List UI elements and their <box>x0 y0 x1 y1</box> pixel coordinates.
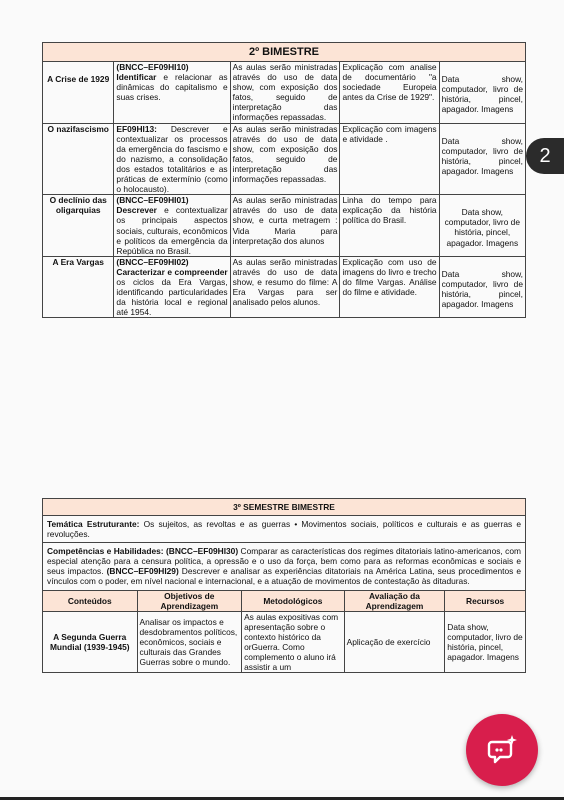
row-content: O declínio das oligarquias <box>43 195 114 257</box>
tematica-estruturante <box>43 516 526 543</box>
competencias-code-2: (BNCC–EF09HI29) <box>103 566 179 577</box>
row-resources: Data show, computador, livro de história, pincel, apagador. Imagens <box>439 123 525 195</box>
tematica-label: Temática Estruturante: <box>47 519 140 529</box>
row-content: O nazifascismo <box>43 123 114 195</box>
skill-code: (BNCC–EF09HI10) <box>116 62 189 72</box>
header-avaliacao: Avaliação da Aprendizagem <box>344 590 445 611</box>
table-row <box>43 611 526 673</box>
table-row <box>43 123 526 195</box>
header-metodologicos: Metodológicos <box>242 590 345 611</box>
skill-text: os ciclos da Era Vargas, identificando particularidades da história local e regional até 1954. <box>116 276 228 318</box>
row-content: A Crise de 1929 <box>43 62 114 124</box>
skill-verb: Caracterizar e compreender <box>116 266 228 277</box>
ai-assistant-button[interactable] <box>466 714 538 786</box>
skill-code: (BNCC–EF09HI02) <box>116 256 189 267</box>
competencias-label: Competências e Habilidades: <box>47 546 164 557</box>
row-evaluation: Aplicação de exercício <box>344 611 445 673</box>
skill-text: e relacionar as dinâmicas do capitalismo e suas crises. <box>116 72 228 103</box>
row-evaluation: Explicação com uso de imagens do livro e trecho do filme Vargas. Análise do filme e atividade. <box>340 256 439 318</box>
skill-text: e contextualizar os principais aspectos sociais, culturais, econômicos e políticos da emergência da República no Brasil. <box>116 205 228 256</box>
row-method: As aulas serão ministradas através do uso de data show, com exposição dos fatos, seguido de interpretação das informações repassadas. <box>230 123 340 195</box>
skill-verb: Descrever <box>116 205 157 216</box>
row-content: A Segunda Guerra Mundial (1939-1945) <box>43 611 138 673</box>
sparkle-chat-icon <box>485 733 519 767</box>
row-evaluation: Explicação com analise de documentário "a sociedade Europeia antes da Crise de 1929". <box>340 62 439 124</box>
competencias-habilidades <box>43 543 526 590</box>
row-evaluation: Linha do tempo para explicação da história política do Brasil. <box>340 195 439 257</box>
row-method: As aulas serão ministradas através do uso de data show, e resumo do filme: A Era Vargas para ser analisado pelos alunos. <box>230 256 340 318</box>
row-content: A Era Vargas <box>43 256 114 318</box>
row-method: As aulas serão ministradas através do uso de data show, com exposição dos fatos, seguido de interpretação das informações repassadas. <box>230 62 340 124</box>
competencias-code-1: (BNCC–EF09HI30) <box>163 546 239 557</box>
row-method: As aulas serão ministradas através do uso de data show, e curta metragem : Vida Maria para interpretação dos alunos <box>230 195 340 257</box>
column-headers <box>43 590 526 611</box>
header-conteudos: Conteúdos <box>43 590 138 611</box>
table-row <box>43 256 526 318</box>
row-resources: Data show, computador, livro de história, pincel, apagador. Imagens <box>445 611 526 673</box>
skill-verb: Identificar <box>116 72 157 83</box>
header-objetivos: Objetivos de Aprendizagem <box>137 590 242 611</box>
bimestre-3-title: 3º SEMESTRE BIMESTRE <box>43 499 526 516</box>
row-evaluation: Explicação com imagens e atividade . <box>340 123 439 195</box>
row-method: As aulas expositivas com apresentação sobre o contexto histórico da orGuerra. Como complemento o aluno irá assistir a um <box>242 611 345 673</box>
competencias-text-1: Comparar as características dos regimes ditatoriais latino-americanos, com especial atenção para a censura política, a opressão e o uso da força, bem como para as reformas econômicas e sociais e seus impactos. <box>47 546 521 577</box>
row-resources: Data show, computador, livro de história, pincel, apagador. Imagens <box>439 256 525 318</box>
row-resources: Data show, computador, livro de história, pincel, apagador. Imagens <box>439 195 525 257</box>
table-row <box>43 195 526 257</box>
competencias-text-2: Descrever e analisar as experiências ditatoriais na América Latina, seus procedimentos e vínculos com o poder, em nível nacional e internacional, e a atuação de movimentos de contestação às ditaduras. <box>47 566 522 587</box>
page-number-badge: 2 <box>526 138 564 174</box>
bimestre-3-table <box>42 498 526 673</box>
row-skill <box>114 62 230 124</box>
row-skill <box>114 195 230 257</box>
row-skill <box>114 256 230 318</box>
bimestre-2-title: 2º BIMESTRE <box>43 43 526 62</box>
bimestre-2-table <box>42 42 526 318</box>
row-objective: Analisar os impactos e desdobramentos políticos, econômicos, sociais e culturais das Grandes Guerras sobre o mundo. <box>137 611 242 673</box>
table-row <box>43 62 526 124</box>
skill-text: Descrever e contextualizar os processos da emergência do fascismo e do nazismo, a consolidação dos estados totalitários e as práticas de extermínio (como o holocausto). <box>116 123 228 195</box>
row-skill <box>114 123 230 195</box>
tematica-text: Os sujeitos, as revoltas e as guerras • Movimentos sociais, políticos e culturais e as guerras e revoluções. <box>47 519 521 540</box>
skill-code: (BNCC–EF09HI01) <box>116 195 189 206</box>
row-resources: Data show, computador, livro de história, pincel, apagador. Imagens <box>439 62 525 124</box>
skill-code: EF09HI13: <box>116 123 157 134</box>
header-recursos: Recursos <box>445 590 526 611</box>
